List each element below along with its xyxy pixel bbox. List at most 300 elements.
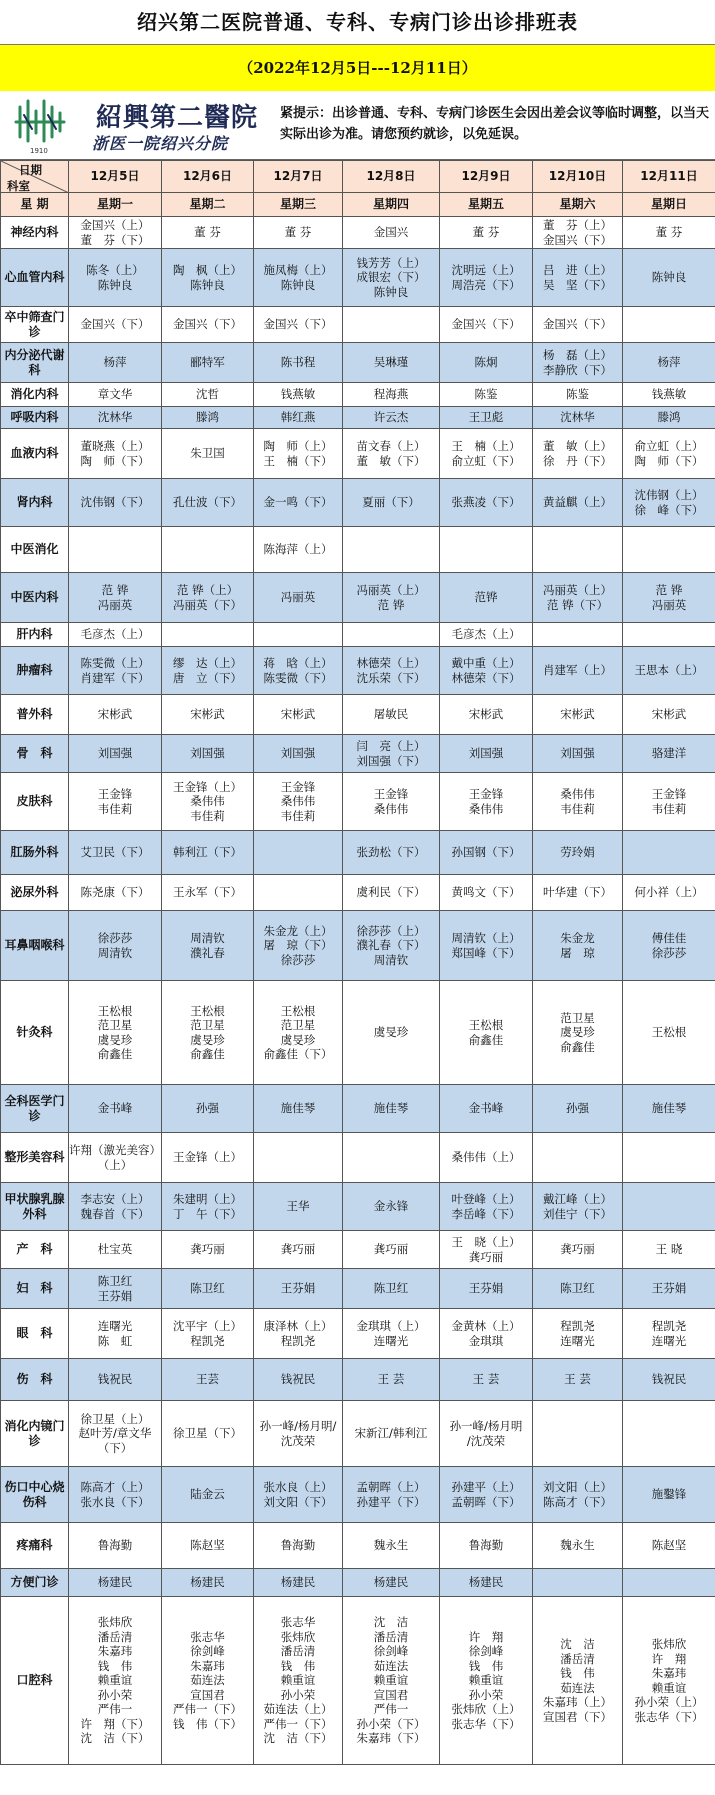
- schedule-cell: 章文华: [69, 383, 162, 407]
- table-row: [1, 407, 715, 429]
- schedule-cell: 徐莎莎 周清钦: [69, 911, 162, 981]
- dept-name-cell: 肾内科: [1, 479, 69, 527]
- schedule-cell: 傅佳佳 徐莎莎: [623, 911, 715, 981]
- schedule-cell: 钱燕敏: [254, 383, 343, 407]
- schedule-cell: 陈钟良: [623, 249, 715, 307]
- corner-date-label: 日期: [19, 163, 42, 177]
- schedule-cell: 艾卫民（下）: [69, 831, 162, 875]
- schedule-cell: 金国兴（下）: [254, 307, 343, 343]
- schedule-cell: 杨萍: [623, 343, 715, 383]
- schedule-cell: 陈卫红: [533, 1269, 623, 1309]
- schedule-cell: 劳玲娟: [533, 831, 623, 875]
- schedule-cell: 钱芳芳（上） 成银宏（下） 陈钟良: [343, 249, 440, 307]
- schedule-cell: 王金锋 韦佳莉: [623, 773, 715, 831]
- schedule-cell: 张志华 张炜欣 潘岳清 钱 伟 赖重谊 孙小荣 茹连法（上） 严伟一（下） 沈 洁（下）: [254, 1597, 343, 1765]
- schedule-cell: 龚巧丽: [254, 1231, 343, 1269]
- table-row: [1, 383, 715, 407]
- schedule-cell: 鲁海勤: [69, 1523, 162, 1569]
- table-row: [1, 1569, 715, 1597]
- schedule-cell: 吕 进（上） 吴 坚（下）: [533, 249, 623, 307]
- dept-name-cell: 骨 科: [1, 735, 69, 773]
- schedule-cell: [623, 623, 715, 647]
- schedule-cell: 杨建民: [440, 1569, 533, 1597]
- table-row: [1, 429, 715, 479]
- schedule-cell: 黄益麒（上）: [533, 479, 623, 527]
- schedule-cell: 陈炯: [440, 343, 533, 383]
- weekday-header: 星期日: [623, 193, 715, 217]
- hospital-banner: [0, 91, 715, 160]
- schedule-cell: 宋新江/韩利江: [343, 1401, 440, 1467]
- schedule-cell: 范 铧 冯丽英: [623, 573, 715, 623]
- dept-name-cell: 甲状腺乳腺外科: [1, 1183, 69, 1231]
- table-row: [1, 911, 715, 981]
- schedule-cell: 王松根 范卫星 虞旻珍 俞鑫佳（下）: [254, 981, 343, 1085]
- schedule-cell: 张燕凌（下）: [440, 479, 533, 527]
- table-row: [1, 1085, 715, 1133]
- weekday-header: 星期五: [440, 193, 533, 217]
- schedule-cell: 虞旻珍: [343, 981, 440, 1085]
- table-row: [1, 479, 715, 527]
- table-row: [1, 831, 715, 875]
- schedule-cell: 陶 枫（上） 陈钟良: [162, 249, 254, 307]
- schedule-cell: 董 芬: [162, 217, 254, 249]
- schedule-cell: 杨萍: [69, 343, 162, 383]
- dept-name-cell: 伤 科: [1, 1359, 69, 1401]
- date-header: 12月11日: [623, 161, 715, 193]
- dept-name-cell: 妇 科: [1, 1269, 69, 1309]
- schedule-cell: 金国兴（下）: [533, 307, 623, 343]
- schedule-cell: 张炜欣 潘岳清 朱嘉玮 钱 伟 赖重谊 孙小荣 严伟一 许 翔（下） 沈 洁（下）: [69, 1597, 162, 1765]
- schedule-cell: 毛彦杰（上）: [440, 623, 533, 647]
- schedule-cell: 金国兴（上） 董 芬（下）: [69, 217, 162, 249]
- schedule-cell: [162, 623, 254, 647]
- table-row: [1, 1269, 715, 1309]
- table-row: [1, 695, 715, 735]
- schedule-cell: 程凯尧 连曙光: [533, 1309, 623, 1359]
- hospital-subtitle: 浙医一院绍兴分院: [92, 134, 229, 153]
- table-row: [1, 623, 715, 647]
- schedule-cell: 魏永生: [533, 1523, 623, 1569]
- schedule-cell: 施鑿锋: [623, 1467, 715, 1523]
- schedule-cell: 龚巧丽: [533, 1231, 623, 1269]
- schedule-cell: 金国兴（下）: [162, 307, 254, 343]
- table-row: [1, 981, 715, 1085]
- schedule-cell: [343, 1133, 440, 1183]
- schedule-cell: 王芬娟: [440, 1269, 533, 1309]
- schedule-cell: 李志安（上） 魏春首（下）: [69, 1183, 162, 1231]
- schedule-cell: 鲁海勤: [440, 1523, 533, 1569]
- schedule-cell: 王永军（下）: [162, 875, 254, 911]
- dept-name-cell: 口腔科: [1, 1597, 69, 1765]
- schedule-cell: 孙强: [162, 1085, 254, 1133]
- table-row: [1, 343, 715, 383]
- schedule-cell: 冯丽英: [254, 573, 343, 623]
- schedule-cell: 张志华 徐剑峰 朱嘉玮 茹连法 宣国君 严伟一（下） 钱 伟（下）: [162, 1597, 254, 1765]
- dept-name-cell: 消化内科: [1, 383, 69, 407]
- schedule-cell: 陈雯微（上） 肖建军（下）: [69, 647, 162, 695]
- schedule-cell: 沈明远（上） 周浩亮（下）: [440, 249, 533, 307]
- schedule-cell: 王松根: [623, 981, 715, 1085]
- hospital-logo-icon: [14, 95, 66, 147]
- dept-name-cell: 消化内镜门诊: [1, 1401, 69, 1467]
- schedule-cell: 蒋 晗（上） 陈雯微（下）: [254, 647, 343, 695]
- schedule-cell: 韩红燕: [254, 407, 343, 429]
- schedule-cell: [623, 307, 715, 343]
- schedule-cell: 杨建民: [162, 1569, 254, 1597]
- header-weekday-row: [1, 193, 715, 217]
- schedule-cell: 朱建明（上） 丁 午（下）: [162, 1183, 254, 1231]
- schedule-cell: 王 晓（上） 龚巧丽: [440, 1231, 533, 1269]
- schedule-cell: 金国兴: [343, 217, 440, 249]
- schedule-cell: 范铧: [440, 573, 533, 623]
- table-row: [1, 1401, 715, 1467]
- schedule-cell: 陈卫红 王芬娟: [69, 1269, 162, 1309]
- date-header: 12月5日: [69, 161, 162, 193]
- dept-name-cell: 整形美容科: [1, 1133, 69, 1183]
- schedule-cell: 王芬娟: [623, 1269, 715, 1309]
- schedule-cell: 徐卫星（下）: [162, 1401, 254, 1467]
- week-label: 星 期: [1, 193, 69, 217]
- schedule-cell: 王金锋（上） 桑伟伟 韦佳莉: [162, 773, 254, 831]
- schedule-cell: [254, 831, 343, 875]
- schedule-cell: 朱卫国: [162, 429, 254, 479]
- dept-name-cell: 针灸科: [1, 981, 69, 1085]
- schedule-cell: 陈赵坚: [623, 1523, 715, 1569]
- table-row: [1, 1231, 715, 1269]
- schedule-cell: 陈高才（上） 张水良（下）: [69, 1467, 162, 1523]
- schedule-cell: 滕鸿: [623, 407, 715, 429]
- schedule-cell: 董 芬: [440, 217, 533, 249]
- schedule-cell: 刘国强: [440, 735, 533, 773]
- schedule-cell: 陈鉴: [533, 383, 623, 407]
- schedule-cell: 周清钦 濮礼春: [162, 911, 254, 981]
- table-row: [1, 527, 715, 573]
- table-row: [1, 217, 715, 249]
- date-header: 12月8日: [343, 161, 440, 193]
- schedule-cell: 杨建民: [254, 1569, 343, 1597]
- schedule-cell: 骆建洋: [623, 735, 715, 773]
- date-header: 12月10日: [533, 161, 623, 193]
- schedule-cell: 王 晓: [623, 1231, 715, 1269]
- schedule-cell: [623, 1569, 715, 1597]
- schedule-cell: 沈伟钢（下）: [69, 479, 162, 527]
- table-row: [1, 773, 715, 831]
- schedule-cell: 闫 亮（上） 刘国强（下）: [343, 735, 440, 773]
- schedule-cell: 王金锋 韦佳莉: [69, 773, 162, 831]
- schedule-cell: 宋彬武: [623, 695, 715, 735]
- schedule-cell: [162, 527, 254, 573]
- table-row: [1, 1183, 715, 1231]
- schedule-cell: 董 芬（上） 金国兴（下）: [533, 217, 623, 249]
- schedule-cell: [69, 527, 162, 573]
- schedule-cell: 范 铧 冯丽英: [69, 573, 162, 623]
- schedule-cell: 董 敏（上） 徐 丹（下）: [533, 429, 623, 479]
- schedule-cell: 钱燕敏: [623, 383, 715, 407]
- dept-name-cell: 肿瘤科: [1, 647, 69, 695]
- schedule-cell: 金永锋: [343, 1183, 440, 1231]
- dept-name-cell: 皮肤科: [1, 773, 69, 831]
- schedule-cell: 叶华建（下）: [533, 875, 623, 911]
- schedule-cell: 徐卫星（上） 赵叶芳/章文华 （下）: [69, 1401, 162, 1467]
- schedule-cell: 王金锋 桑伟伟 韦佳莉: [254, 773, 343, 831]
- schedule-cell: 虞利民（下）: [343, 875, 440, 911]
- schedule-cell: 沈伟钢（上） 徐 峰（下）: [623, 479, 715, 527]
- schedule-cell: 董 芬: [254, 217, 343, 249]
- date-header: 12月9日: [440, 161, 533, 193]
- dept-name-cell: 中医消化: [1, 527, 69, 573]
- notice-text: 紧提示：出诊普通、专科、专病门诊医生会因出差会议等临时调整，以当天实际出诊为准。请您预约就诊，以免延误。: [280, 106, 710, 142]
- schedule-cell: 钱祝民: [623, 1359, 715, 1401]
- schedule-cell: 王 芸: [343, 1359, 440, 1401]
- schedule-cell: 林德荣（上） 沈乐荣（下）: [343, 647, 440, 695]
- corner-dept-label: 科室: [7, 179, 30, 193]
- table-row: [1, 735, 715, 773]
- schedule-cell: 施佳琴: [254, 1085, 343, 1133]
- schedule-cell: 孙一峰/杨月明/沈茂荣: [254, 1401, 343, 1467]
- schedule-table: [0, 160, 715, 1765]
- schedule-cell: 宋彬武: [254, 695, 343, 735]
- dept-name-cell: 泌尿外科: [1, 875, 69, 911]
- table-row: [1, 1359, 715, 1401]
- date-header: 12月6日: [162, 161, 254, 193]
- schedule-cell: [533, 1569, 623, 1597]
- schedule-cell: 杨建民: [69, 1569, 162, 1597]
- schedule-cell: 王松根 范卫星 虞旻珍 俞鑫佳: [162, 981, 254, 1085]
- schedule-cell: 王 楠（上） 俞立虹（下）: [440, 429, 533, 479]
- schedule-cell: 俞立虹（上） 陶 师（下）: [623, 429, 715, 479]
- schedule-cell: 夏丽（下）: [343, 479, 440, 527]
- schedule-cell: 沈 洁 潘岳清 钱 伟 茹连法 朱嘉玮（上） 宣国君（下）: [533, 1597, 623, 1765]
- schedule-cell: 金书峰: [69, 1085, 162, 1133]
- schedule-cell: [440, 527, 533, 573]
- schedule-cell: 范卫星 虞旻珍 俞鑫佳: [533, 981, 623, 1085]
- schedule-cell: 王华: [254, 1183, 343, 1231]
- dept-name-cell: 产 科: [1, 1231, 69, 1269]
- table-row: [1, 1133, 715, 1183]
- table-row: [1, 1523, 715, 1569]
- schedule-cell: 金琪琪（上） 连曙光: [343, 1309, 440, 1359]
- schedule-cell: 郦特军: [162, 343, 254, 383]
- table-row: [1, 573, 715, 623]
- schedule-cell: 周清钦（上） 郑国峰（下）: [440, 911, 533, 981]
- header-corner-cell: [1, 161, 69, 193]
- schedule-cell: 叶登峰（上） 李岳峰（下）: [440, 1183, 533, 1231]
- schedule-cell: 陈尧康（下）: [69, 875, 162, 911]
- schedule-cell: 许 翔 徐剑峰 钱 伟 赖重谊 孙小荣 张炜欣（上） 张志华（下）: [440, 1597, 533, 1765]
- dept-name-cell: 伤口中心烧伤科: [1, 1467, 69, 1523]
- schedule-cell: 陈鉴: [440, 383, 533, 407]
- schedule-cell: 王芸: [162, 1359, 254, 1401]
- dept-name-cell: 肝内科: [1, 623, 69, 647]
- table-row: [1, 249, 715, 307]
- schedule-cell: 施佳琴: [623, 1085, 715, 1133]
- schedule-cell: 王金锋（上）: [162, 1133, 254, 1183]
- schedule-cell: 许翔（激光美容）（上）: [69, 1133, 162, 1183]
- schedule-cell: 程凯尧 连曙光: [623, 1309, 715, 1359]
- schedule-cell: [623, 831, 715, 875]
- schedule-cell: 冯丽英（上） 范 铧（下）: [533, 573, 623, 623]
- schedule-cell: 沈 洁 潘岳清 徐剑峰 茹连法 赖重谊 宣国君 严伟一 孙小荣（下） 朱嘉玮（下）: [343, 1597, 440, 1765]
- schedule-cell: 龚巧丽: [162, 1231, 254, 1269]
- schedule-cell: 鲁海勤: [254, 1523, 343, 1569]
- schedule-cell: 刘国强: [533, 735, 623, 773]
- schedule-cell: 滕鸿: [162, 407, 254, 429]
- schedule-cell: 王松根 范卫星 虞旻珍 俞鑫佳: [69, 981, 162, 1085]
- logo-year: 1910: [30, 147, 48, 155]
- schedule-cell: 张劲松（下）: [343, 831, 440, 875]
- schedule-cell: 陆金云: [162, 1467, 254, 1523]
- schedule-cell: [343, 307, 440, 343]
- dept-name-cell: 中医内科: [1, 573, 69, 623]
- schedule-cell: 董 芬: [623, 217, 715, 249]
- schedule-cell: 钱祝民: [254, 1359, 343, 1401]
- schedule-cell: 何小祥（上）: [623, 875, 715, 911]
- date-header: 12月7日: [254, 161, 343, 193]
- schedule-cell: 桑伟伟 韦佳莉: [533, 773, 623, 831]
- schedule-cell: 宋彬武: [162, 695, 254, 735]
- schedule-cell: 陈赵坚: [162, 1523, 254, 1569]
- table-row: [1, 1309, 715, 1359]
- schedule-cell: 张水良（上） 刘文阳（下）: [254, 1467, 343, 1523]
- schedule-cell: 陶 师（上） 王 楠（下）: [254, 429, 343, 479]
- schedule-cell: 孙强: [533, 1085, 623, 1133]
- table-row: [1, 1467, 715, 1523]
- schedule-cell: [533, 1401, 623, 1467]
- dept-name-cell: 眼 科: [1, 1309, 69, 1359]
- dept-name-cell: 耳鼻咽喉科: [1, 911, 69, 981]
- schedule-cell: 金书峰: [440, 1085, 533, 1133]
- weekday-header: 星期四: [343, 193, 440, 217]
- schedule-cell: 康泽林（上） 程凯尧: [254, 1309, 343, 1359]
- schedule-cell: 王 芸: [533, 1359, 623, 1401]
- table-row: [1, 647, 715, 695]
- schedule-cell: 冯丽英（上） 范 铧: [343, 573, 440, 623]
- dept-name-cell: 呼吸内科: [1, 407, 69, 429]
- schedule-cell: [254, 875, 343, 911]
- weekday-header: 星期一: [69, 193, 162, 217]
- schedule-cell: 桑伟伟（上）: [440, 1133, 533, 1183]
- schedule-cell: 金国兴（下）: [69, 307, 162, 343]
- schedule-cell: 王芬娟: [254, 1269, 343, 1309]
- schedule-cell: 毛彦杰（上）: [69, 623, 162, 647]
- schedule-cell: 孔仕波（下）: [162, 479, 254, 527]
- schedule-cell: 陈书程: [254, 343, 343, 383]
- schedule-cell: 刘国强: [254, 735, 343, 773]
- schedule-cell: [623, 1183, 715, 1231]
- schedule-cell: 沈平宇（上） 程凯尧: [162, 1309, 254, 1359]
- schedule-cell: 施凤梅（上） 陈钟良: [254, 249, 343, 307]
- dept-name-cell: 心血管内科: [1, 249, 69, 307]
- schedule-cell: [533, 527, 623, 573]
- schedule-cell: 连曙光 陈 虹: [69, 1309, 162, 1359]
- schedule-cell: 孙建平（上） 孟朝晖（下）: [440, 1467, 533, 1523]
- schedule-cell: 黄鸣文（下）: [440, 875, 533, 911]
- schedule-cell: 金国兴（下）: [440, 307, 533, 343]
- schedule-cell: 张炜欣 许 翔 朱嘉玮 赖重谊 孙小荣（上） 张志华（下）: [623, 1597, 715, 1765]
- schedule-cell: 龚巧丽: [343, 1231, 440, 1269]
- schedule-cell: [533, 1133, 623, 1183]
- page-title: 绍兴第二医院普通、专科、专病门诊出诊排班表: [137, 10, 578, 34]
- weekday-header: 星期二: [162, 193, 254, 217]
- schedule-cell: 缪 达（上） 唐 立（下）: [162, 647, 254, 695]
- schedule-cell: 戴江峰（上） 刘佳宁（下）: [533, 1183, 623, 1231]
- schedule-cell: 孙国钢（下）: [440, 831, 533, 875]
- schedule-cell: 陈卫红: [343, 1269, 440, 1309]
- dept-name-cell: 卒中筛查门诊: [1, 307, 69, 343]
- weekday-header: 星期六: [533, 193, 623, 217]
- schedule-cell: 王金锋 桑伟伟: [440, 773, 533, 831]
- schedule-cell: 朱金龙 屠 琼: [533, 911, 623, 981]
- schedule-cell: 朱金龙（上） 屠 琼（下） 徐莎莎: [254, 911, 343, 981]
- schedule-cell: 宋彬武: [440, 695, 533, 735]
- schedule-cell: 范 铧（上） 冯丽英（下）: [162, 573, 254, 623]
- schedule-cell: 孟朝晖（上） 孙建平（下）: [343, 1467, 440, 1523]
- schedule-cell: [533, 623, 623, 647]
- schedule-cell: 刘文阳（上） 陈高才（下）: [533, 1467, 623, 1523]
- table-row: [1, 1597, 715, 1765]
- schedule-cell: 肖建军（上）: [533, 647, 623, 695]
- schedule-cell: 刘国强: [162, 735, 254, 773]
- schedule-cell: 杨建民: [343, 1569, 440, 1597]
- schedule-cell: 苗文春（上） 董 敏（下）: [343, 429, 440, 479]
- schedule-cell: 陈卫红: [162, 1269, 254, 1309]
- dept-name-cell: 普外科: [1, 695, 69, 735]
- schedule-cell: 董晓燕（上） 陶 师（下）: [69, 429, 162, 479]
- schedule-cell: 孙一峰/杨月明 /沈茂荣: [440, 1401, 533, 1467]
- schedule-cell: [343, 623, 440, 647]
- schedule-cell: 施佳琴: [343, 1085, 440, 1133]
- dept-name-cell: 疼痛科: [1, 1523, 69, 1569]
- schedule-cell: 戴中重（上） 林德荣（下）: [440, 647, 533, 695]
- schedule-cell: 钱祝民: [69, 1359, 162, 1401]
- table-row: [1, 875, 715, 911]
- schedule-cell: 刘国强: [69, 735, 162, 773]
- schedule-cell: 徐莎莎（上） 濮礼春（下） 周清钦: [343, 911, 440, 981]
- schedule-cell: 杜宝英: [69, 1231, 162, 1269]
- dept-name-cell: 血液内科: [1, 429, 69, 479]
- schedule-cell: [623, 1133, 715, 1183]
- dept-name-cell: 内分泌代谢科: [1, 343, 69, 383]
- schedule-cell: 王思本（上）: [623, 647, 715, 695]
- schedule-cell: 吴琳瑾: [343, 343, 440, 383]
- schedule-cell: 韩利江（下）: [162, 831, 254, 875]
- schedule-cell: 屠敏民: [343, 695, 440, 735]
- schedule-cell: 陈冬（上） 陈钟良: [69, 249, 162, 307]
- schedule-cell: [623, 1401, 715, 1467]
- schedule-cell: 魏永生: [343, 1523, 440, 1569]
- schedule-cell: 杨 磊（上） 李静欣（下）: [533, 343, 623, 383]
- schedule-cell: 宋彬武: [533, 695, 623, 735]
- date-range-banner: （2022年12月5日---12月11日）: [0, 44, 715, 91]
- schedule-cell: [623, 527, 715, 573]
- table-row: [1, 307, 715, 343]
- dept-name-cell: 神经内科: [1, 217, 69, 249]
- schedule-cell: 沈哲: [162, 383, 254, 407]
- schedule-cell: 王卫彪: [440, 407, 533, 429]
- schedule-cell: 王 芸: [440, 1359, 533, 1401]
- schedule-cell: 金黄林（上） 金琪琪: [440, 1309, 533, 1359]
- schedule-cell: 陈海萍（上）: [254, 527, 343, 573]
- schedule-cell: 沈林华: [69, 407, 162, 429]
- weekday-header: 星期三: [254, 193, 343, 217]
- schedule-cell: [254, 623, 343, 647]
- schedule-cell: 王金锋 桑伟伟: [343, 773, 440, 831]
- dept-name-cell: 肛肠外科: [1, 831, 69, 875]
- hospital-name: 紹興第二醫院: [96, 103, 259, 133]
- dept-name-cell: 全科医学门诊: [1, 1085, 69, 1133]
- schedule-cell: [343, 527, 440, 573]
- schedule-cell: 程海燕: [343, 383, 440, 407]
